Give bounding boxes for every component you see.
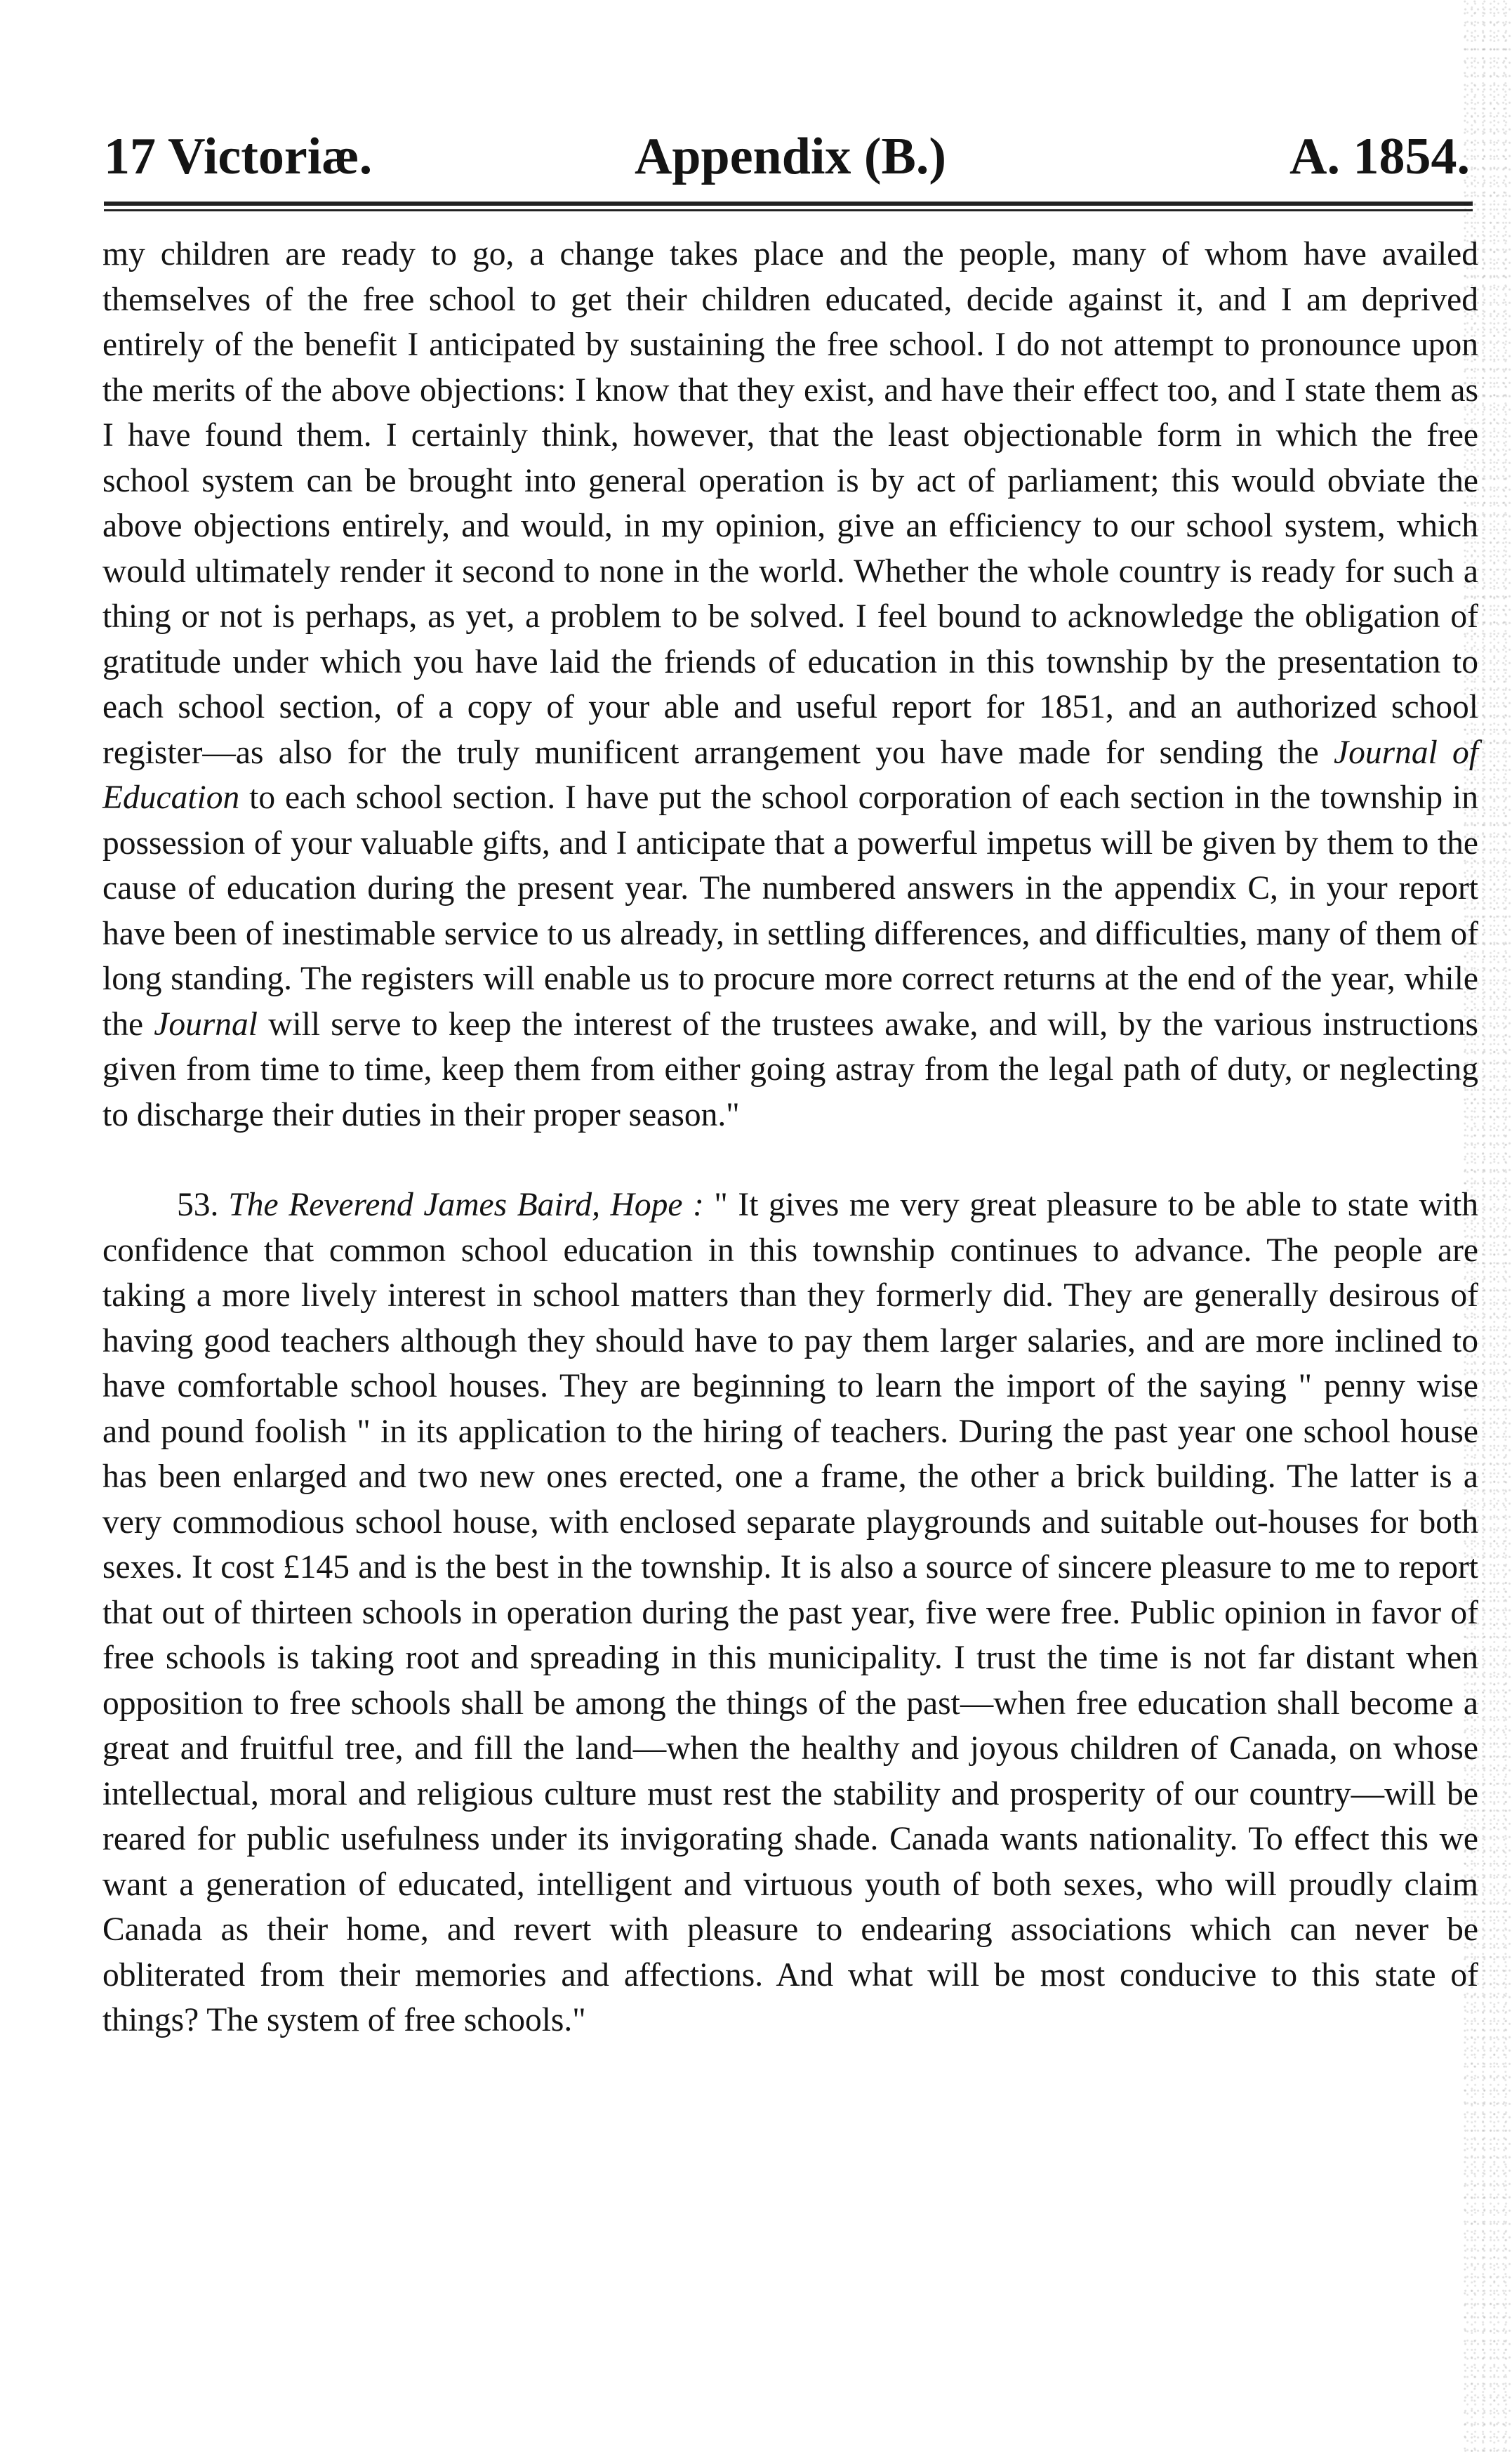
journal-italic: Journal — [154, 1006, 258, 1043]
header-session: 17 Victoriæ. — [104, 128, 373, 185]
header-rule-thick — [104, 202, 1473, 206]
body-text — [102, 232, 1478, 2043]
journal-title-italic: Journal of Education — [102, 734, 1479, 816]
paragraph-1-text-b: to each school section. I have put the school corporation of each section in the township in possession of your valuable gifts, and I anticipate that a powerful impetus will be given by them to the cause of education during the present year. The numbered answers in the appendix C, in your report have been of inestimable service to us already, in settling differences, and difficulties, many of them of long standing. The registers will enable us to procure more correct returns at the end of the year, while the — [102, 779, 1478, 1043]
speaker-name: The Reverend James Baird, Hope : — [228, 1187, 704, 1223]
paragraph-53 — [102, 1182, 1478, 2043]
page-header — [104, 118, 1477, 195]
header-rule-thin — [104, 209, 1473, 211]
paragraph-53-text: " It gives me very great pleasure to be able to state with confidence that common school education in this township continues to advance. The people are taking a more lively interest in school matters than they formerly did. They are generally desirous of having good teachers although they should have to pay them larger salaries, and are more inclined to have comfortable school houses. They are beginning to learn the import of the saying " penny wise and pound foolish " in its application to the hiring of teachers. During the past year one school house has been enlarged and two new ones erected, one a frame, the other a brick building. The latter is a very commodious school house, with enclosed separate playgrounds and suitable out-houses for both sexes. It cost £145 and is the best in the township. It is also a source of sincere pleasure to me to report that out of thirteen schools in operation during the past year, five were free. Public opinion in favor of free schools is taking root and spreading in this municipality. I trust the time is not far distant when opposition to free schools shall be among the things of the past—when free education shall become a great and fruitful tree, and fill the land—when the healthy and joyous children of Canada, on whose intellectual, moral and religious culture must rest the stability and prosperity of our country—will be reared for public usefulness under its invigorating shade. Canada wants nationality. To effect this we want a generation of educated, intelligent and virtuous youth of both sexes, who will proudly claim Canada as their home, and revert with pleasure to endearing associations which can never be obliterated from their memories and affections. And what will be most conducive to this state of things? The system of free schools." — [102, 1187, 1479, 2038]
paragraph-number: 53. — [177, 1187, 219, 1223]
paragraph-1-text-c: will serve to keep the interest of the trustees awake, and will, by the various instructions given from time to time, keep them from either going astray from the legal path of duty, or neglecting to discharge their duties in their proper season." — [102, 1006, 1479, 1133]
header-year: A. 1854. — [1289, 128, 1470, 185]
paragraph-1-text-a: my children are ready to go, a change takes place and the people, many of whom have availed themselves of the free school to get their children educated, decide against it, and I am deprived entirely of the benefit I anticipated by sustaining the free school. I do not attempt to pronounce upon the merits of the above objections: I know that they exist, and have their effect too, and I state them as I have found them. I certainly think, however, that the least objectionable form in which the free school system can be brought into general operation is by act of parliament; this would obviate the above objections entirely, and would, in my opinion, give an efficiency to our school system, which would ultimately render it second to none in the world. Whether the whole country is ready for such a thing or not is perhaps, as yet, a problem to be solved. I feel bound to acknowledge the obligation of gratitude under which you have laid the friends of education in this township by the presentation to each school section, of a copy of your able and useful report for 1851, and an authorized school register—as also for the truly munificent arrangement you have made for sending the — [102, 236, 1478, 771]
header-appendix: Appendix (B.) — [634, 128, 947, 185]
paragraph-continuation — [102, 232, 1478, 1138]
scan-noise-edge — [1463, 0, 1512, 2452]
